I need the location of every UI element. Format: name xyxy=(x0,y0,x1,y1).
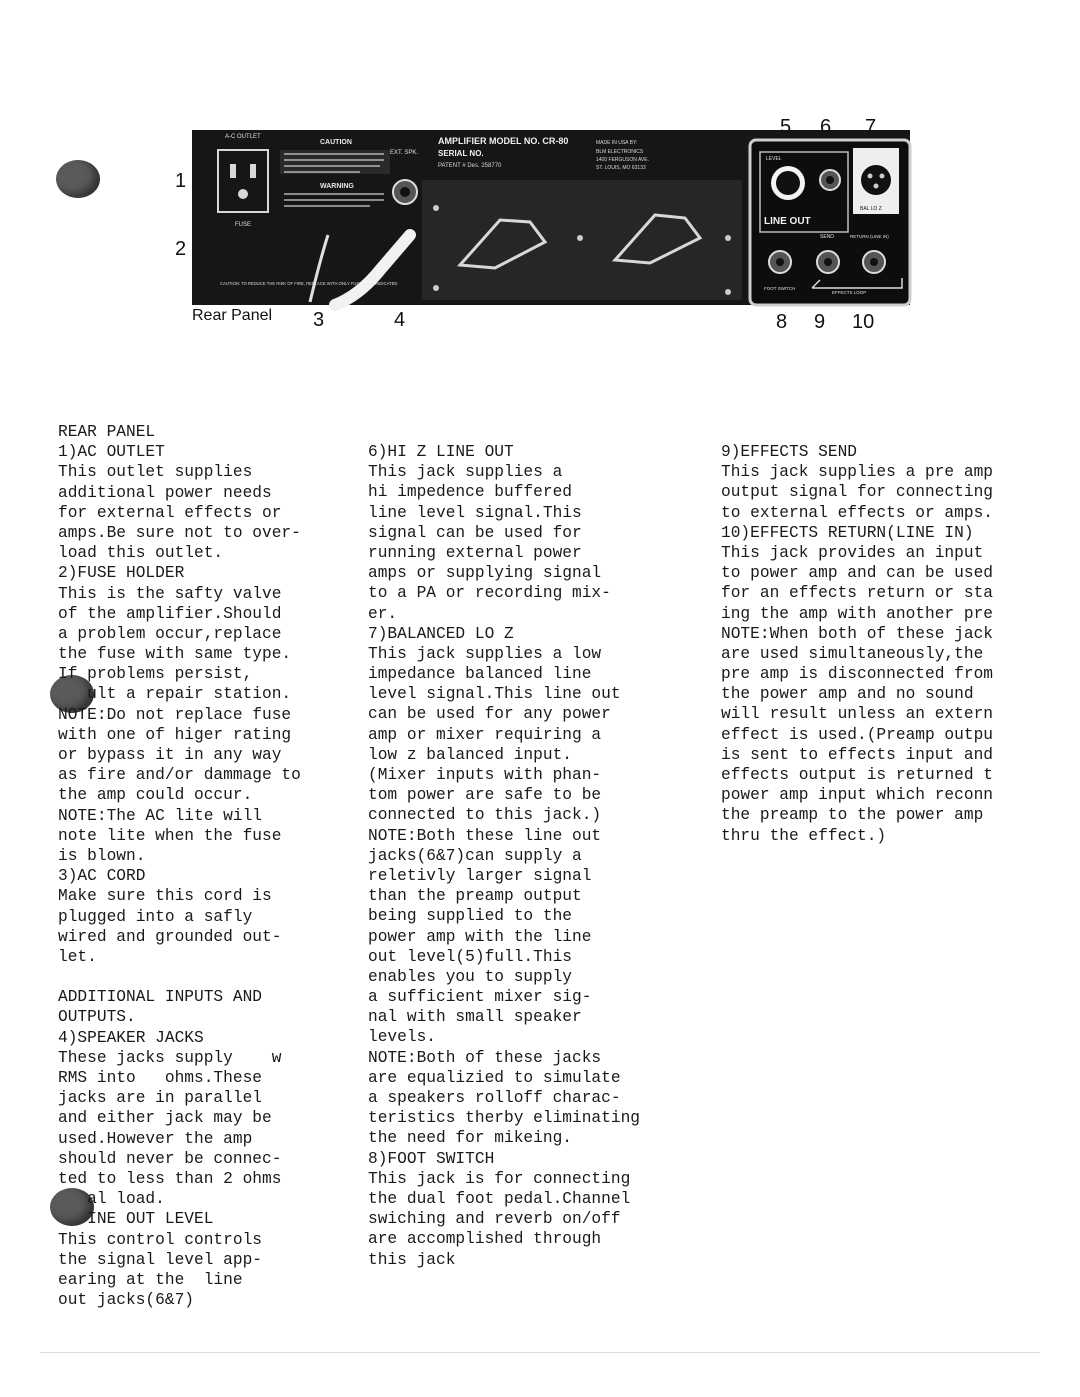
model-label: AMPLIFIER MODEL NO. CR-80 xyxy=(438,136,569,146)
text-line: low z balanced input. xyxy=(368,745,572,764)
send-label: SEND xyxy=(820,234,834,240)
ext-spk-label: EXT. SPK. xyxy=(390,150,419,156)
patent-label: PATENT # Des. 258770 xyxy=(438,163,502,169)
text-line: tom power are safe to be xyxy=(368,786,602,805)
text-line: These jacks supply w xyxy=(58,1048,282,1067)
text-line: enables you to supply xyxy=(368,967,572,986)
text-line: This jack supplies a pre amp xyxy=(721,463,993,482)
text-line: NOTE:The AC lite will xyxy=(58,806,262,825)
text-line: than the preamp output xyxy=(368,887,582,906)
text-line: effects output is returned t xyxy=(721,766,993,784)
text-line: additional power needs xyxy=(58,483,272,502)
text-line: to a PA or recording mix- xyxy=(368,584,611,603)
text-line: nal with small speaker xyxy=(368,1008,582,1027)
callout-7: 7 xyxy=(865,116,877,138)
text-line: are accomplished through xyxy=(368,1230,602,1249)
maker-label: BLM ELECTRONICS xyxy=(596,149,644,155)
text-line: 1)AC OUTLET xyxy=(58,443,165,462)
callout-3: 3 xyxy=(313,309,325,331)
text-line: for an effects return or sta xyxy=(721,584,993,603)
address-label: 1400 FERGUSON AVE. xyxy=(596,157,649,163)
text-line: This is the safty valve xyxy=(58,584,282,603)
return-label: RETURN (LINE IN) xyxy=(850,234,889,239)
text-line: This control controls xyxy=(58,1230,262,1249)
fuse-label: FUSE xyxy=(235,222,252,228)
text-line: NOTE:When both of these jack xyxy=(721,624,993,643)
text-line: with one of higer rating xyxy=(58,725,292,744)
text-line: to external effects or amps. xyxy=(721,503,993,522)
page-edge-rule xyxy=(40,1352,1040,1353)
text-line: REAR PANEL xyxy=(58,423,156,441)
made-in-label: MADE IN USA BY: xyxy=(596,140,638,146)
text-line: used.However the amp xyxy=(58,1129,253,1148)
text-line: power amp with the line xyxy=(368,927,592,946)
text-line: level signal.This line out xyxy=(368,685,621,704)
text-line: amps.Be sure not to over- xyxy=(58,523,301,542)
text-line: (Mixer inputs with phan- xyxy=(368,766,602,784)
text-line: impedance balanced line xyxy=(368,665,592,684)
text-line: signal can be used for xyxy=(368,523,582,542)
text-line: a speakers rolloff charac- xyxy=(368,1089,621,1107)
warning-heading: WARNING xyxy=(320,183,354,190)
text-line: out level(5)full.This xyxy=(368,947,572,966)
text-line: jacks are in parallel xyxy=(58,1089,262,1108)
text-line: 2)FUSE HOLDER xyxy=(58,564,185,583)
text-line: This jack provides an input xyxy=(721,543,984,562)
text-line: swiching and reverb on/off xyxy=(368,1210,621,1229)
serial-label: SERIAL NO. xyxy=(438,149,484,158)
text-line: will result unless an extern xyxy=(721,705,993,724)
text-line: 10)EFFECTS RETURN(LINE IN) xyxy=(721,523,974,542)
text-line: Make sure this cord is xyxy=(58,887,272,906)
rear-panel-figure xyxy=(160,110,920,350)
ac-outlet-label: A-C OUTLET xyxy=(225,134,261,140)
text-line: are equalizied to simulate xyxy=(368,1068,621,1087)
text-line: NOTE:Both of these jacks xyxy=(368,1048,602,1067)
callout-6: 6 xyxy=(820,116,832,138)
text-line: are used simultaneously,the xyxy=(721,644,984,663)
text-line: as fire and/or dammage to xyxy=(58,766,301,785)
text-line: pre amp is disconnected from xyxy=(721,665,993,684)
text-line: the dual foot pedal.Channel xyxy=(368,1189,631,1208)
text-line: 9)EFFECTS SEND xyxy=(721,443,857,461)
text-line: a sufficient mixer sig- xyxy=(368,988,592,1007)
text-line: hi impedence buffered xyxy=(368,483,572,502)
left-column xyxy=(58,422,301,1310)
text-line: the need for mikeing. xyxy=(368,1129,572,1148)
middle-column xyxy=(368,442,640,1270)
text-line: ing the amp with another pre xyxy=(721,604,993,623)
text-line: is sent to effects input and xyxy=(721,745,993,764)
balanced-lo-z-jack xyxy=(861,165,891,195)
foot-switch-label: FOOT SWITCH xyxy=(764,286,796,291)
text-line: being supplied to the xyxy=(368,907,572,926)
text-line: This jack supplies a xyxy=(368,463,563,482)
text-line: line level signal.This xyxy=(368,503,582,522)
text-line: out jacks(6&7) xyxy=(58,1291,194,1310)
text-line: is blown. xyxy=(58,846,146,865)
text-line: effect is used.(Preamp outpu xyxy=(721,725,993,744)
text-line: connected to this jack.) xyxy=(368,806,602,825)
callout-2: 2 xyxy=(175,238,187,260)
callout-10: 10 xyxy=(852,311,875,333)
text-line: and either jack may be xyxy=(58,1109,272,1128)
text-line: wired and grounded out- xyxy=(58,927,282,946)
text-line: OUTPUTS. xyxy=(58,1008,136,1027)
callout-9: 9 xyxy=(814,311,826,333)
text-line: 7)BALANCED LO Z xyxy=(368,624,514,643)
callout-4: 4 xyxy=(394,309,406,331)
caution-fuse-text: CAUTION: TO REDUCE THE RISK OF FIRE, REPLACE WITH ONLY FUSE TYPE INDICATED xyxy=(220,281,398,286)
text-line: NOTE:Both these line out xyxy=(368,826,602,845)
level-label: LEVEL xyxy=(766,156,782,162)
text-line: let. xyxy=(58,947,97,966)
text-line: this jack xyxy=(368,1250,456,1269)
text-line: er. xyxy=(368,604,398,623)
callout-1: 1 xyxy=(175,170,187,192)
text-line: levels. xyxy=(368,1028,436,1047)
text-line: If problems persist, xyxy=(58,665,253,684)
text-line: load this outlet. xyxy=(58,544,224,563)
text-line: INE OUT LEVEL xyxy=(58,1210,214,1229)
text-line: earing at the line xyxy=(58,1270,243,1289)
text-line: the amp could occur. xyxy=(58,786,253,805)
punch-hole-top xyxy=(56,160,100,198)
text-line: ADDITIONAL INPUTS AND xyxy=(58,988,262,1007)
text-line: the preamp to the power amp xyxy=(721,806,984,825)
text-line: 8)FOOT SWITCH xyxy=(368,1149,495,1168)
text-line: running external power xyxy=(368,543,582,562)
bal-lo-z-label: BAL LO Z xyxy=(860,206,882,212)
effects-loop-label: EFFECTS LOOP xyxy=(832,290,867,295)
text-line: 6)HI Z LINE OUT xyxy=(368,443,514,461)
text-line: should never be connec- xyxy=(58,1149,282,1168)
text-line: This jack is for connecting xyxy=(368,1169,631,1188)
text-line: amp or mixer requiring a xyxy=(368,725,602,744)
text-line: note lite when the fuse xyxy=(58,826,282,845)
text-line: output signal for connecting xyxy=(721,483,993,502)
text-line: ult a repair station. xyxy=(58,685,292,704)
line-out-label: LINE OUT xyxy=(764,216,811,227)
right-column xyxy=(721,442,1006,846)
text-line: This outlet supplies xyxy=(58,463,253,482)
text-line: a problem occur,replace xyxy=(58,624,282,643)
city-label: ST. LOUIS, MO 63133 xyxy=(596,165,646,171)
text-line: ted to less than 2 ohms xyxy=(58,1169,282,1188)
text-line: jacks(6&7)can supply a xyxy=(368,846,582,865)
text-line: NOTE:Do not replace fuse xyxy=(58,705,292,724)
text-line xyxy=(58,967,301,987)
text-line: thru the effect.) xyxy=(721,826,887,845)
caution-heading: CAUTION xyxy=(320,139,352,146)
text-line: the power amp and no sound xyxy=(721,685,974,704)
callout-8: 8 xyxy=(776,311,788,333)
figure-caption: Rear Panel xyxy=(192,307,273,324)
text-line: the signal level app- xyxy=(58,1250,262,1269)
text-line: of the amplifier.Should xyxy=(58,604,282,623)
text-line: al load. xyxy=(58,1190,165,1209)
text-line: teristics therby eliminating xyxy=(368,1109,640,1128)
callout-5: 5 xyxy=(780,116,792,138)
text-line: can be used for any power xyxy=(368,705,611,724)
text-line: amps or supplying signal xyxy=(368,564,602,583)
text-line: or bypass it in any way xyxy=(58,746,282,764)
text-line: RMS into ohms.These xyxy=(58,1069,262,1087)
text-line: power amp input which reconn xyxy=(721,786,993,805)
text-line: to power amp and can be used xyxy=(721,564,993,583)
text-line: plugged into a safly xyxy=(58,907,253,926)
text-line: for external effects or xyxy=(58,503,282,522)
text-line: This jack supplies a low xyxy=(368,644,602,663)
text-line: reletivly larger signal xyxy=(368,866,592,885)
text-line: 3)AC CORD xyxy=(58,867,146,886)
text-line: 4)SPEAKER JACKS xyxy=(58,1028,204,1047)
text-line: the fuse with same type. xyxy=(58,645,292,664)
